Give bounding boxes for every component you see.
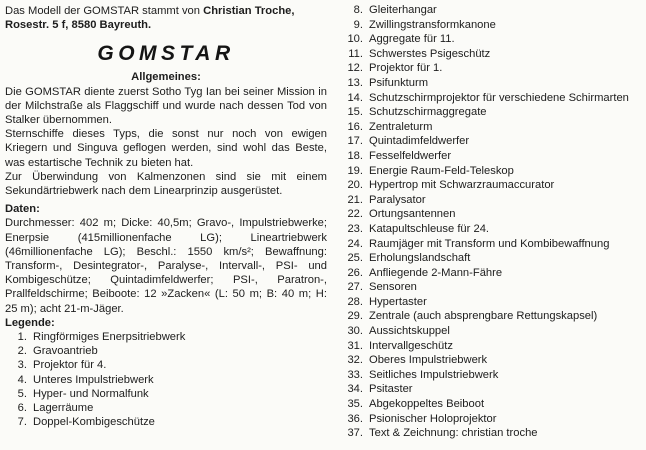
legend-item <box>13 330 327 344</box>
credit-line <box>5 4 327 32</box>
legend-item <box>342 61 642 76</box>
legend-label: Schutzschirmaggregate <box>369 106 487 119</box>
legend-label: Gleiterhangar <box>369 4 437 16</box>
credit-author: Christian Troche, <box>203 5 295 17</box>
legend-number: 12. <box>347 62 363 75</box>
legend-item <box>342 339 642 354</box>
general-paragraph-2: Sternschiffe dieses Typs, die sonst nur noch von ewigen Kriegern und Singuva geflogen werden, sind wohl das Beste, was estartische Technik zu bieten hat. <box>5 128 327 169</box>
legend-label: Gravoantrieb <box>33 345 98 358</box>
legend-number: 2. <box>17 345 27 358</box>
legend-label: Oberes Impulstriebwerk <box>369 354 488 367</box>
legend-number: 34. <box>347 383 363 396</box>
legend-item <box>342 280 642 295</box>
legend-number: 19. <box>347 164 363 177</box>
legend-item <box>342 91 642 106</box>
legend-item <box>342 207 642 222</box>
legend-number: 10. <box>347 33 363 46</box>
legend-number: 26. <box>347 266 363 279</box>
legend-label: Erholungslandschaft <box>369 252 471 265</box>
legend-number: 31. <box>347 339 363 352</box>
legend-number: 36. <box>347 412 363 425</box>
legend-label: Hypertaster <box>369 295 427 308</box>
data-paragraph: Durchmesser: 402 m; Dicke: 40,5m; Gravo-, Impulstriebwerke; Enerpsie (415millionenfache LG); Lineartriebwerk (46millionenfache LG); Beschl.: 1550 km/s²; Bewaffnung: Transform-, Desintegrator-, Paralyse-, Intervall-, PSI- und Kombigeschütze; Quintadimfeldwerfer; PSI-, Paratron-, Prallfeldschirme; Beiboote: 12 »Zacken« (L: 50 m; B: 40 m; H: 25 m); acht 21-m-Jäger. <box>5 217 327 315</box>
legend-item <box>342 426 642 441</box>
legend-item <box>342 353 642 368</box>
legend-item <box>342 76 642 91</box>
legend-label: Katapultschleuse für 24. <box>369 222 490 235</box>
legend-item <box>342 397 642 412</box>
legend-label: Zentrale (auch absprengbare Rettungskapsel) <box>369 310 598 323</box>
legend-label: Lagerräume <box>33 402 94 415</box>
legend-label: Unteres Impulstriebwerk <box>33 373 154 386</box>
legend-item <box>342 295 642 310</box>
legend-label: Zwillingstransformkanone <box>369 18 496 31</box>
legend-number: 15. <box>347 106 363 119</box>
legend-number: 22. <box>347 208 363 221</box>
legend-number: 16. <box>347 120 363 133</box>
legend-number: 17. <box>347 135 363 148</box>
legend-item <box>342 149 642 164</box>
legend-item <box>342 368 642 383</box>
legend-label: Ringförmiges Enerpsitriebwerk <box>33 331 186 344</box>
general-paragraph-3: Zur Überwindung von Kalmenzonen sind sie mit einem Sekundärtriebwerk nach dem Linearprinzip ausgerüstet. <box>5 170 327 198</box>
legend-item <box>342 47 642 62</box>
legend-heading: Legende: <box>5 316 55 329</box>
legend-number: 37. <box>347 427 363 440</box>
legend-label: Quintadimfeldwerfer <box>369 135 470 148</box>
legend-item <box>342 251 642 266</box>
general-heading: Allgemeines: <box>131 71 201 84</box>
right-column <box>342 3 642 441</box>
legend-label: Schutzschirmprojektor für verschiedene Schirmarten <box>369 91 629 104</box>
legend-number: 1. <box>17 331 27 344</box>
legend-item <box>342 222 642 237</box>
legend-item <box>342 382 642 397</box>
legend-number: 28. <box>347 295 363 308</box>
legend-item <box>342 412 642 427</box>
legend-label: Schwerstes Psigeschütz <box>369 47 491 60</box>
legend-label: Sensoren <box>369 281 417 294</box>
legend-number: 7. <box>17 416 27 429</box>
legend-number: 23. <box>347 222 363 235</box>
legend-number: 25. <box>347 252 363 265</box>
legend-label: Psifunkturm <box>369 76 429 89</box>
legend-number: 27. <box>347 281 363 294</box>
legend-label: Raumjäger mit Transform und Kombibewaffnung <box>369 237 610 250</box>
legend-item <box>342 164 642 179</box>
credit-text: Das Modell der GOMSTAR stammt von <box>5 5 204 17</box>
legend-number: 3. <box>17 359 27 372</box>
legend-label: Paralysator <box>369 193 426 206</box>
legend-label: Zentraleturm <box>369 120 433 133</box>
page-title: GOMSTAR <box>97 42 235 66</box>
legend-number: 18. <box>347 149 363 162</box>
legend-number: 21. <box>347 193 363 206</box>
legend-item <box>342 32 642 47</box>
legend-label: Hypertrop mit Schwarzraumaccurator <box>369 179 555 192</box>
legend-label: Ortungsantennen <box>369 208 456 221</box>
legend-label: Energie Raum-Feld-Teleskop <box>369 164 514 177</box>
legend-number: 33. <box>347 368 363 381</box>
legend-label: Hyper- und Normalfunk <box>33 387 149 400</box>
legend-label: Seitliches Impulstriebwerk <box>369 368 499 381</box>
legend-number: 24. <box>347 237 363 250</box>
legend-label: Anfliegende 2-Mann-Fähre <box>369 266 503 279</box>
legend-number: 14. <box>347 91 363 104</box>
legend-label: Psionischer Holoprojektor <box>369 412 497 425</box>
legend-item <box>342 178 642 193</box>
legend-number: 32. <box>347 354 363 367</box>
legend-number: 9. <box>353 18 363 31</box>
left-column <box>5 4 327 429</box>
legend-number: 30. <box>347 325 363 338</box>
legend-item <box>342 324 642 339</box>
legend-item <box>13 415 327 429</box>
legend-list-left <box>5 330 327 429</box>
legend-number: 4. <box>17 373 27 386</box>
legend-item <box>342 134 642 149</box>
legend-number: 20. <box>347 179 363 192</box>
general-paragraph-1: Die GOMSTAR diente zuerst Sotho Tyg Ian bei seiner Mission in der Milchstraße als Flaggschiff und wurde nach dessen Tod von Stalker übernommen. <box>5 85 327 127</box>
legend-item <box>342 3 642 18</box>
legend-item <box>342 120 642 135</box>
legend-list-right <box>342 3 642 441</box>
legend-label: Projektor für 1. <box>369 62 443 75</box>
legend-number: 5. <box>17 387 27 400</box>
legend-number: 13. <box>347 76 363 89</box>
legend-item <box>13 387 327 401</box>
legend-item <box>342 237 642 252</box>
credit-address: Rosestr. 5 f, 8580 Bayreuth. <box>5 19 152 32</box>
legend-item <box>13 358 327 372</box>
legend-item <box>13 401 327 415</box>
legend-label: Aggregate für 11. <box>369 33 455 46</box>
legend-label: Text & Zeichnung: christian troche <box>369 427 538 440</box>
legend-label: Intervallgeschütz <box>369 339 453 352</box>
legend-label: Projektor für 4. <box>33 359 107 372</box>
legend-number: 35. <box>347 398 363 411</box>
legend-number: 29. <box>347 310 363 323</box>
legend-number: 8. <box>353 4 363 16</box>
legend-label: Psitaster <box>369 383 413 396</box>
legend-item <box>342 193 642 208</box>
data-heading: Daten: <box>5 203 40 216</box>
legend-item <box>342 105 642 120</box>
legend-item <box>13 344 327 358</box>
legend-number: 11. <box>348 47 363 60</box>
legend-item <box>13 373 327 387</box>
legend-item <box>342 18 642 33</box>
legend-label: Abgekoppeltes Beiboot <box>369 398 485 411</box>
legend-label: Aussichtskuppel <box>369 325 450 338</box>
legend-item <box>342 266 642 281</box>
legend-number: 6. <box>17 402 27 415</box>
legend-label: Fesselfeldwerfer <box>369 149 452 162</box>
legend-item <box>342 309 642 324</box>
legend-label: Doppel-Kombigeschütze <box>33 416 155 429</box>
